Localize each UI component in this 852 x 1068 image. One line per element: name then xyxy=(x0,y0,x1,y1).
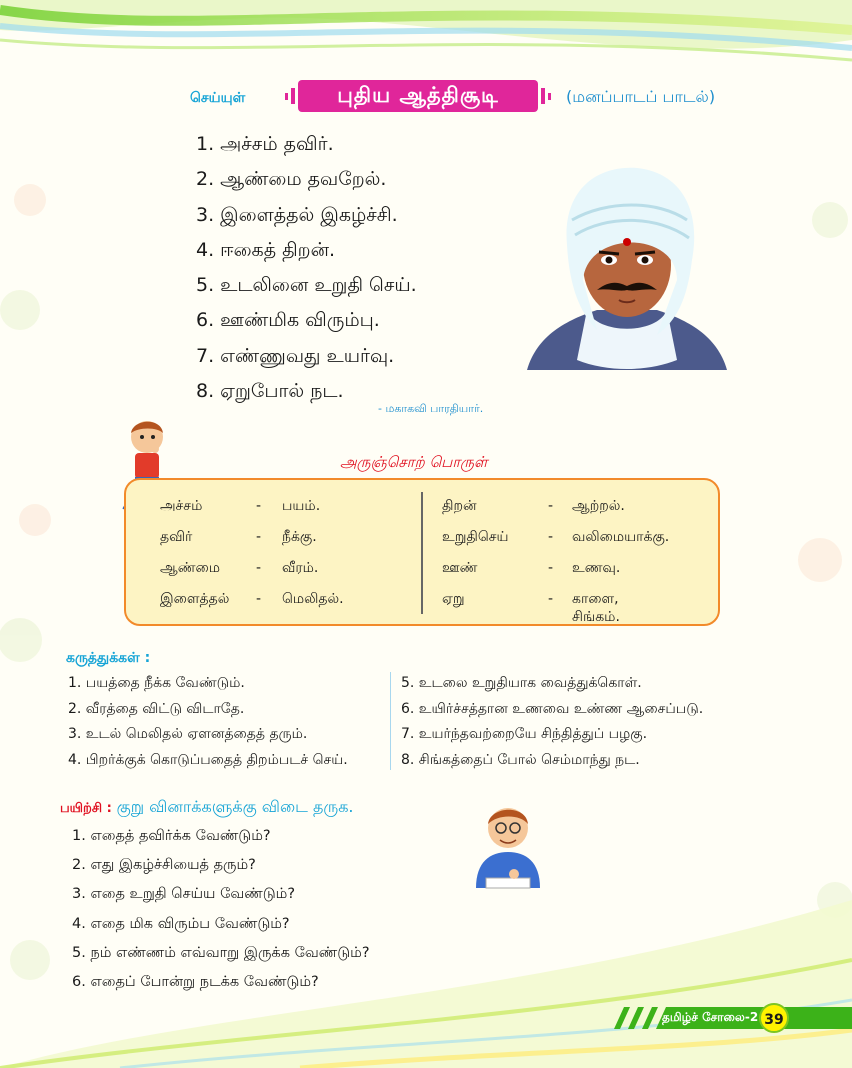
key-idea-item: 1. பயத்தை நீக்க வேண்டும். xyxy=(68,675,245,691)
glossary-word: அச்சம் xyxy=(160,498,203,514)
subtitle: (மனப்பாடப் பாடல்) xyxy=(566,87,716,106)
key-idea-item: 8. சிங்கத்தைப் போல் செம்மாந்து நட. xyxy=(401,751,640,768)
glossary-meaning: வீரம். xyxy=(282,560,319,576)
glossary-meaning: வலிமையாக்கு. xyxy=(572,529,670,545)
key-ideas-left xyxy=(68,673,348,775)
key-ideas-title: கருத்துக்கள் : xyxy=(66,650,151,666)
glossary-dash: - xyxy=(548,498,554,514)
glossary-dash: - xyxy=(256,591,262,607)
boy-writing-image xyxy=(470,800,546,892)
key-idea-item: 4. பிறர்க்குக் கொடுப்பதைத் திறம்படச் செய். xyxy=(68,751,348,768)
poem-line: 6. ஊண்மிக விரும்பு. xyxy=(196,309,380,332)
poem-line: 2. ஆண்மை தவறேல். xyxy=(196,168,387,191)
page-number: 39 xyxy=(759,1003,789,1033)
title-banner xyxy=(283,76,553,116)
glossary-dash: - xyxy=(256,560,262,576)
glossary-meaning: காளை, சிங்கம். xyxy=(572,591,620,625)
glossary-word: இளைத்தல் xyxy=(160,591,230,607)
glossary-title: அருஞ்சொற் பொருள் xyxy=(340,453,488,471)
glossary-dash: - xyxy=(256,498,262,514)
poem-line: 5. உடலினை உறுதி செய். xyxy=(196,274,417,297)
glossary-dash: - xyxy=(548,591,554,607)
question-item: 5. நம் எண்ணம் எவ்வாறு இருக்க வேண்டும்? xyxy=(72,944,370,961)
glossary-dash: - xyxy=(256,529,262,545)
glossary-box xyxy=(124,478,720,626)
glossary-meaning: நீக்கு. xyxy=(282,529,317,545)
glossary-word: ஏறு xyxy=(442,591,465,607)
author: - மகாகவி பாரதியார். xyxy=(378,402,484,415)
glossary-word: திறன் xyxy=(442,498,477,514)
key-ideas-right xyxy=(401,673,703,775)
poem-line: 4. ஈகைத் திறன். xyxy=(196,238,336,261)
key-ideas-divider xyxy=(390,672,391,770)
key-idea-item: 6. உயிர்ச்சத்தான உணவை உண்ண ஆசைப்படு. xyxy=(401,700,704,717)
footer-book-title: தமிழ்ச் சோலை-2 xyxy=(662,1010,759,1024)
key-idea-item: 7. உயர்ந்தவற்றையே சிந்தித்துப் பழகு. xyxy=(401,726,648,742)
glossary-meaning: மெலிதல். xyxy=(282,591,344,607)
question-item: 4. எதை மிக விரும்ப வேண்டும்? xyxy=(72,915,290,932)
exercise-title: குறு வினாக்களுக்கு விடை தருக. xyxy=(116,797,354,816)
key-idea-item: 5. உடலை உறுதியாக வைத்துக்கொள். xyxy=(401,675,642,691)
question-item: 3. எதை உறுதி செய்ய வேண்டும்? xyxy=(72,886,296,903)
poem xyxy=(196,130,516,412)
question-list xyxy=(72,826,370,1001)
glossary-word: ஊண் xyxy=(442,560,478,576)
poem-line: 7. எண்ணுவது உயர்வு. xyxy=(196,344,395,367)
key-idea-item: 2. வீரத்தை விட்டு விடாதே. xyxy=(68,700,245,717)
glossary-meaning: ஆற்றல். xyxy=(572,498,625,514)
poem-line: 1. அச்சம் தவிர். xyxy=(196,133,334,155)
question-item: 6. எதைப் போன்று நடக்க வேண்டும்? xyxy=(72,973,319,990)
poet-portrait-image xyxy=(527,160,727,370)
glossary-divider xyxy=(421,492,423,614)
glossary-meaning: பயம். xyxy=(282,498,321,514)
page-title: புதிய ஆத்திசூடி xyxy=(337,83,499,107)
glossary-dash: - xyxy=(548,529,554,545)
glossary-word: உறுதிசெய் xyxy=(442,529,509,545)
key-idea-item: 3. உடல் மெலிதல் ஏளனத்தைத் தரும். xyxy=(68,726,308,742)
glossary-word: தவிர் xyxy=(160,529,193,545)
poem-line: 3. இளைத்தல் இகழ்ச்சி. xyxy=(196,203,398,226)
question-item: 2. எது இகழ்ச்சியைத் தரும்? xyxy=(72,857,256,874)
question-item: 1. எதைத் தவிர்க்க வேண்டும்? xyxy=(72,828,271,844)
glossary-meaning: உணவு. xyxy=(572,560,621,576)
page-footer xyxy=(606,1007,852,1029)
glossary-word: ஆண்மை xyxy=(160,560,221,576)
exercise-heading xyxy=(60,797,354,818)
exercise-label: பயிற்சி : xyxy=(60,801,112,816)
section-label: செய்யுள் xyxy=(190,90,246,106)
glossary-dash: - xyxy=(548,560,554,576)
poem-line: 8. ஏறுபோல் நட. xyxy=(196,380,344,403)
